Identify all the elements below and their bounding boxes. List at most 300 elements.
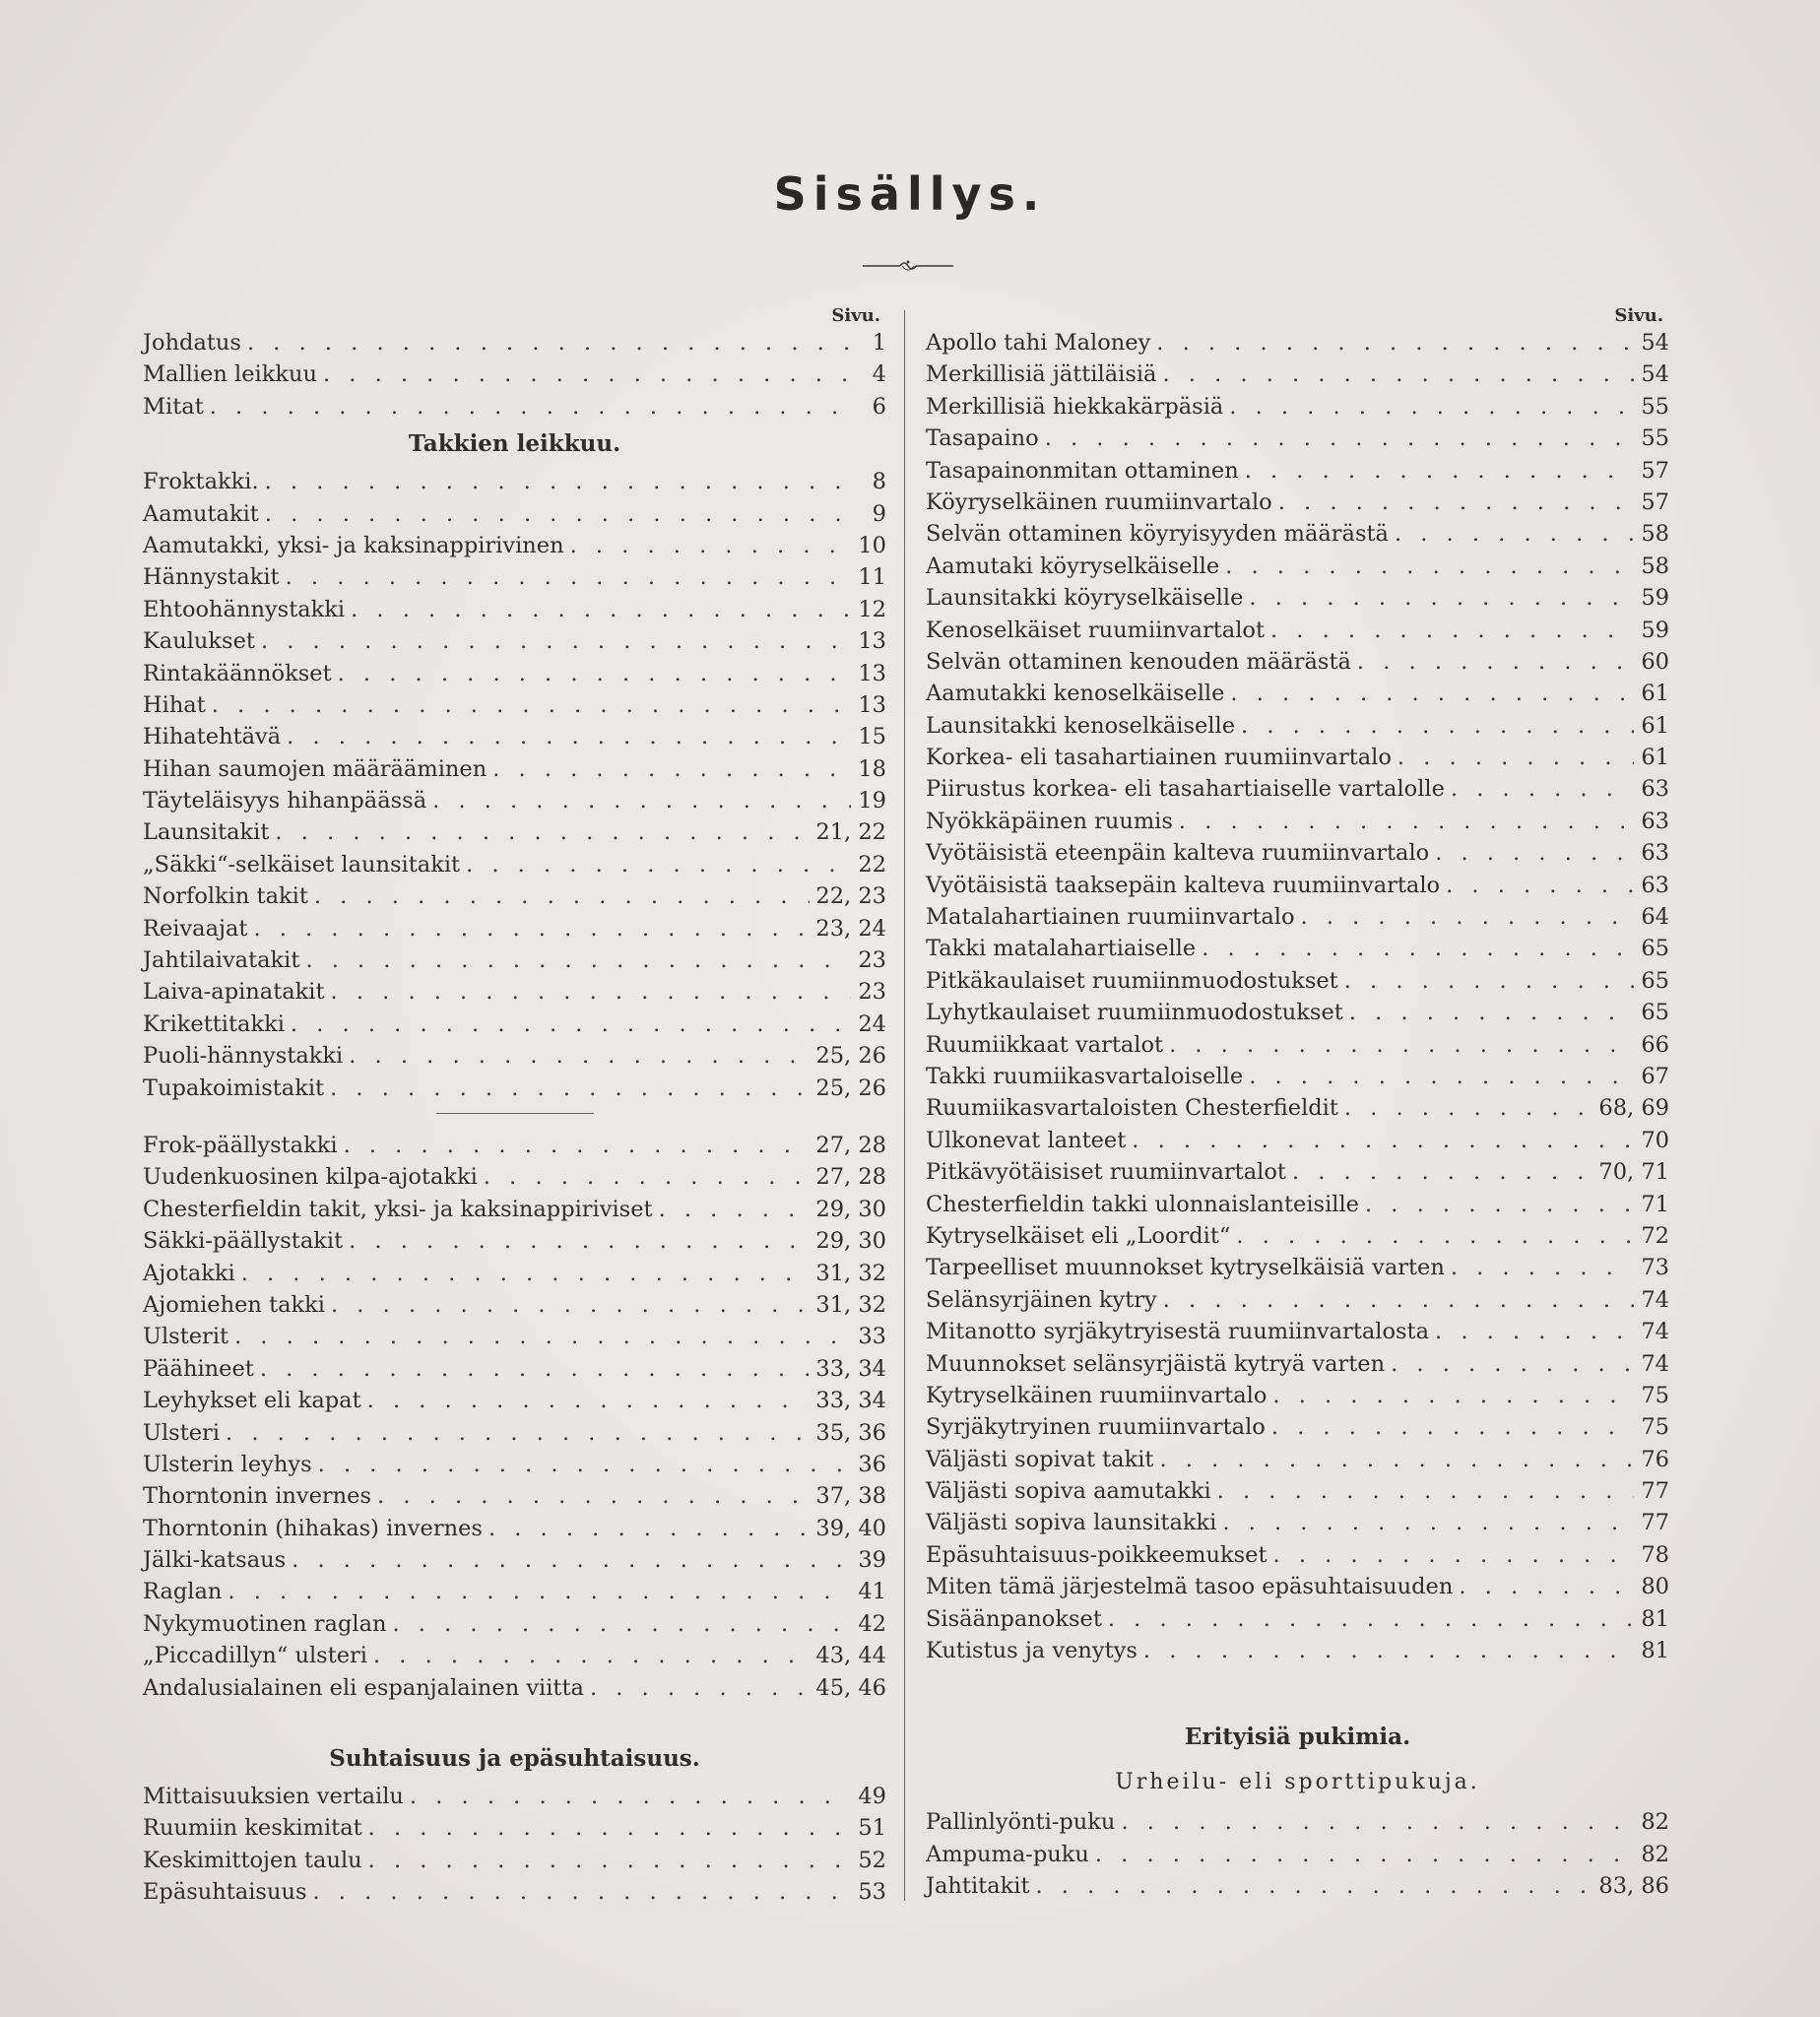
toc-entry-page: 36 bbox=[858, 1451, 886, 1477]
toc-entry-title: Väljästi sopiva aamutakki bbox=[926, 1478, 1211, 1505]
toc-entry-page: 49 bbox=[858, 1784, 886, 1810]
toc-entry-page: 65 bbox=[1641, 936, 1669, 962]
toc-entry bbox=[926, 742, 1669, 773]
toc-entry-page: 61 bbox=[1641, 681, 1669, 707]
toc-entry-title: Pitkäkaulaiset ruumiinmuodostukset bbox=[926, 967, 1338, 994]
toc-leader-dots bbox=[1272, 1380, 1634, 1411]
toc-entry-title: Ulsteri bbox=[143, 1419, 221, 1446]
toc-leader-dots bbox=[1344, 1092, 1593, 1124]
toc-entry-page: 61 bbox=[1641, 712, 1669, 739]
toc-entry-title: Pitkävyötäisiset ruumiinvartalot bbox=[926, 1159, 1286, 1186]
toc-entry-title: Matalahartiainen ruumiinvartalo bbox=[926, 904, 1295, 931]
toc-entry-page: 67 bbox=[1641, 1063, 1669, 1089]
toc-leader-dots bbox=[265, 498, 851, 530]
toc-entry-title: Väljästi sopivat takit bbox=[926, 1446, 1154, 1472]
toc-entry-title: Piirustus korkea- eli tasahartiaiselle vartalolle bbox=[926, 776, 1445, 803]
toc-entry-title: Tarpeelliset muunnokset kytryselkäisiä varten bbox=[926, 1255, 1445, 1281]
toc-entry bbox=[143, 913, 886, 944]
toc-leader-dots bbox=[260, 1353, 811, 1385]
toc-entry-page: 18 bbox=[858, 755, 886, 782]
toc-entry-title: Hihatehtävä bbox=[143, 724, 282, 750]
toc-entry bbox=[926, 837, 1669, 869]
toc-entry-page: 27, 28 bbox=[815, 1132, 886, 1158]
toc-entry-page: 23, 24 bbox=[815, 915, 886, 942]
toc-entry bbox=[926, 1092, 1669, 1124]
toc-entry-title: Ampuma-puku bbox=[926, 1841, 1089, 1867]
toc-entry-page: 23 bbox=[858, 979, 886, 1006]
toc-leader-dots bbox=[349, 1225, 810, 1257]
toc-entry-page: 66 bbox=[1641, 1031, 1669, 1058]
toc-entry bbox=[143, 625, 886, 657]
toc-entry-page: 1 bbox=[872, 330, 886, 356]
toc-entry bbox=[926, 455, 1669, 487]
toc-entry-page: 75 bbox=[1641, 1382, 1669, 1408]
toc-leader-dots bbox=[1435, 1316, 1634, 1347]
toc-entry-title: Ulsterin leyhys bbox=[143, 1451, 312, 1477]
toc-leader-dots bbox=[1202, 933, 1634, 964]
toc-leader-dots bbox=[241, 1258, 811, 1289]
toc-entry-title: Syrjäkytryinen ruumiinvartalo bbox=[926, 1414, 1266, 1441]
toc-entry-title: Norfolkin takit bbox=[143, 883, 308, 910]
toc-entry bbox=[926, 1252, 1669, 1283]
toc-entry-title: Ruumiikasvartaloisten Chesterfieldit bbox=[926, 1095, 1338, 1122]
toc-entry bbox=[926, 997, 1669, 1028]
toc-entry bbox=[143, 466, 886, 497]
sport-list bbox=[926, 1806, 1669, 1902]
toc-entry-title: Ruumiikkaat vartalot bbox=[926, 1031, 1164, 1058]
toc-entry bbox=[143, 1008, 886, 1040]
toc-leader-dots bbox=[1230, 678, 1634, 709]
toc-entry bbox=[143, 753, 886, 785]
toc-entry bbox=[926, 646, 1669, 678]
toc-leader-dots bbox=[1241, 710, 1634, 742]
toc-entry bbox=[926, 1348, 1669, 1380]
toc-entry bbox=[926, 582, 1669, 614]
toc-entry-page: 54 bbox=[1641, 361, 1669, 388]
toc-entry bbox=[926, 965, 1669, 997]
toc-entry-title: Muunnokset selänsyrjäistä kytryä varten bbox=[926, 1350, 1386, 1377]
toc-entry-page: 75 bbox=[1641, 1414, 1669, 1441]
page-column-label: Sivu. bbox=[1614, 305, 1663, 326]
toc-leader-dots bbox=[228, 1576, 851, 1607]
toc-entry-page: 59 bbox=[1641, 585, 1669, 612]
toc-entry-title: Täyteläisyys hihanpäässä bbox=[143, 788, 427, 814]
toc-entry-page: 25, 26 bbox=[815, 1043, 886, 1070]
toc-entry-title: Ehtoohännystakki bbox=[143, 596, 346, 622]
toc-entry-page: 77 bbox=[1641, 1510, 1669, 1536]
toc-entry bbox=[143, 1161, 886, 1193]
toc-leader-dots bbox=[1229, 391, 1634, 423]
toc-leader-dots bbox=[338, 658, 851, 689]
toc-entry bbox=[926, 678, 1669, 709]
toc-leader-dots bbox=[570, 530, 851, 561]
toc-entry-page: 76 bbox=[1641, 1446, 1669, 1472]
toc-entry-title: Johdatus bbox=[143, 330, 241, 356]
toc-entry-title: Selvän ottaminen kenouden määrästä bbox=[926, 648, 1351, 675]
intro-list bbox=[143, 327, 886, 423]
toc-entry-page: 63 bbox=[1641, 808, 1669, 834]
toc-entry bbox=[143, 327, 886, 358]
proportion-list bbox=[143, 1781, 886, 1909]
toc-entry bbox=[926, 710, 1669, 742]
toc-entry-title: Thorntonin invernes bbox=[143, 1483, 372, 1510]
toc-entry bbox=[926, 1870, 1669, 1902]
page-title: Sisällys. bbox=[773, 167, 1047, 221]
toc-entry bbox=[926, 1603, 1669, 1635]
column-divider bbox=[904, 310, 905, 1901]
toc-entry-title: Hännystakit bbox=[143, 564, 280, 591]
toc-leader-dots bbox=[286, 561, 851, 593]
toc-entry bbox=[143, 391, 886, 423]
toc-leader-dots bbox=[373, 1640, 810, 1671]
toc-entry-page: 55 bbox=[1641, 425, 1669, 452]
toc-entry bbox=[926, 1156, 1669, 1188]
toc-entry bbox=[926, 1125, 1669, 1156]
toc-leader-dots bbox=[261, 625, 851, 657]
toc-leader-dots bbox=[659, 1194, 811, 1225]
toc-entry-page: 13 bbox=[858, 628, 886, 655]
toc-entry bbox=[926, 1806, 1669, 1838]
toc-entry-title: Launsitakki köyryselkäiselle bbox=[926, 585, 1244, 612]
toc-entry-title: Aamutakki, yksi- ja kaksinappirivinen bbox=[143, 532, 564, 558]
toc-leader-dots bbox=[1143, 1635, 1634, 1666]
toc-entry bbox=[143, 785, 886, 816]
toc-entry-title: Apollo tahi Maloney bbox=[926, 330, 1151, 356]
toc-leader-dots bbox=[1451, 773, 1634, 805]
toc-entry-page: 65 bbox=[1641, 967, 1669, 994]
toc-entry-page: 39, 40 bbox=[815, 1515, 886, 1541]
toc-entry-page: 53 bbox=[858, 1879, 886, 1906]
toc-entry-page: 10 bbox=[858, 532, 886, 558]
toc-leader-dots bbox=[314, 880, 811, 912]
toc-entry-page: 11 bbox=[858, 564, 886, 591]
toc-leader-dots bbox=[432, 785, 851, 816]
right-entries-list bbox=[926, 327, 1669, 1666]
toc-entry-title: Pallinlyönti-puku bbox=[926, 1809, 1116, 1836]
toc-entry-page: 64 bbox=[1641, 904, 1669, 931]
toc-entry-title: Mitat bbox=[143, 393, 204, 420]
toc-entry-title: „Säkki“-selkäiset launsitakit bbox=[143, 851, 461, 878]
toc-entry bbox=[143, 1417, 886, 1449]
toc-leader-dots bbox=[1292, 1156, 1593, 1188]
toc-entry bbox=[926, 1189, 1669, 1220]
toc-leader-dots bbox=[1278, 487, 1634, 518]
toc-entry-page: 21, 22 bbox=[815, 819, 886, 846]
toc-entry bbox=[143, 721, 886, 752]
toc-leader-dots bbox=[1162, 358, 1634, 390]
toc-entry-title: Nyökkäpäinen ruumis bbox=[926, 808, 1173, 834]
toc-leader-dots bbox=[1270, 615, 1634, 646]
toc-entry-title: Tupakoimistakit bbox=[143, 1074, 325, 1101]
toc-entry-title: Merkillisiä hiekkakärpäsiä bbox=[926, 393, 1224, 420]
toc-entry bbox=[143, 530, 886, 561]
toc-leader-dots bbox=[1271, 1411, 1634, 1443]
toc-entry bbox=[926, 1411, 1669, 1443]
page-column-label: Sivu. bbox=[831, 305, 880, 326]
toc-entry-title: Vyötäisistä eteenpäin kalteva ruumiinvartalo bbox=[926, 840, 1430, 867]
toc-entry-page: 42 bbox=[858, 1610, 886, 1637]
toc-entry-page: 55 bbox=[1641, 393, 1669, 420]
toc-leader-dots bbox=[344, 1130, 811, 1161]
toc-leader-dots bbox=[1344, 965, 1634, 997]
toc-leader-dots bbox=[410, 1781, 851, 1812]
toc-leader-dots bbox=[226, 1417, 810, 1449]
toc-entry-title: Merkillisiä jättiläisiä bbox=[926, 361, 1157, 388]
toc-entry bbox=[143, 1672, 886, 1704]
toc-entry-title: Launsitakki kenoselkäiselle bbox=[926, 712, 1236, 739]
toc-entry-title: Leyhykset eli kapat bbox=[143, 1388, 361, 1414]
toc-entry-title: Kytryselkäiset eli „Loordit“ bbox=[926, 1222, 1231, 1249]
overcoats-list bbox=[143, 1130, 886, 1704]
toc-leader-dots bbox=[234, 1321, 851, 1352]
toc-entry-title: Korkea- eli tasahartiainen ruumiinvartalo bbox=[926, 745, 1392, 771]
toc-entry-title: Hihat bbox=[143, 691, 206, 718]
toc-entry bbox=[926, 806, 1669, 837]
toc-leader-dots bbox=[368, 1845, 851, 1876]
toc-entry-title: Chesterfieldin takit, yksi- ja kaksinappiriviset bbox=[143, 1196, 653, 1222]
toc-entry bbox=[926, 1284, 1669, 1316]
toc-entry-page: 61 bbox=[1641, 745, 1669, 771]
toc-entry-page: 70, 71 bbox=[1598, 1159, 1669, 1186]
toc-entry-page: 71 bbox=[1641, 1191, 1669, 1217]
toc-entry-title: Nykymuotinen raglan bbox=[143, 1610, 387, 1637]
toc-entry-page: 58 bbox=[1641, 521, 1669, 548]
toc-entry-page: 39 bbox=[858, 1547, 886, 1574]
toc-entry bbox=[143, 1194, 886, 1225]
toc-entry bbox=[926, 487, 1669, 518]
toc-entry bbox=[143, 1040, 886, 1072]
toc-entry bbox=[143, 1321, 886, 1352]
toc-entry bbox=[926, 1029, 1669, 1061]
toc-leader-dots bbox=[1163, 1284, 1634, 1316]
toc-leader-dots bbox=[392, 1608, 851, 1640]
toc-entry-title: Jahtilaivatakit bbox=[143, 947, 300, 974]
toc-entry bbox=[143, 1576, 886, 1607]
toc-entry-title: Ajotakki bbox=[143, 1260, 235, 1286]
toc-entry-page: 78 bbox=[1641, 1541, 1669, 1568]
coats-list bbox=[143, 466, 886, 1104]
toc-entry-title: Vyötäisistä taaksepäin kalteva ruumiinvartalo bbox=[926, 872, 1441, 898]
toc-entry bbox=[143, 1449, 886, 1480]
toc-leader-dots bbox=[313, 1876, 852, 1908]
toc-entry-page: 63 bbox=[1641, 776, 1669, 803]
toc-entry bbox=[926, 1444, 1669, 1475]
toc-right-column bbox=[926, 305, 1669, 1903]
toc-entry bbox=[926, 773, 1669, 805]
toc-leader-dots bbox=[1236, 1220, 1634, 1252]
toc-entry-title: Puoli-hännystakki bbox=[143, 1043, 344, 1070]
toc-entry-page: 24 bbox=[858, 1010, 886, 1037]
toc-entry bbox=[926, 551, 1669, 582]
toc-entry-title: Mitanotto syrjäkytryisestä ruumiinvartalosta bbox=[926, 1319, 1430, 1345]
toc-entry-page: 33, 34 bbox=[815, 1388, 886, 1414]
toc-leader-dots bbox=[323, 358, 851, 390]
toc-entry-title: Froktakki. bbox=[143, 469, 259, 495]
toc-entry bbox=[143, 1289, 886, 1321]
toc-entry-page: 6 bbox=[872, 393, 886, 420]
toc-entry-page: 74 bbox=[1641, 1350, 1669, 1377]
toc-leader-dots bbox=[331, 1289, 810, 1321]
toc-entry bbox=[143, 1073, 886, 1104]
toc-entry-title: Uudenkuosinen kilpa-ajotakki bbox=[143, 1164, 478, 1191]
toc-leader-dots bbox=[368, 1812, 851, 1844]
toc-leader-dots bbox=[1159, 1444, 1634, 1475]
toc-entry bbox=[926, 358, 1669, 390]
toc-entry bbox=[926, 1380, 1669, 1411]
toc-entry-title: Köyryselkäinen ruumiinvartalo bbox=[926, 488, 1272, 515]
toc-entry-page: 13 bbox=[858, 691, 886, 718]
toc-entry-page: 8 bbox=[872, 469, 886, 495]
toc-entry-title: Selvän ottaminen köyryisyyden määrästä bbox=[926, 521, 1389, 548]
toc-entry-page: 9 bbox=[872, 500, 886, 527]
toc-entry bbox=[143, 658, 886, 689]
toc-leader-dots bbox=[1249, 582, 1634, 614]
toc-entry bbox=[143, 1812, 886, 1844]
toc-entry-page: 37, 38 bbox=[815, 1483, 886, 1510]
toc-entry-title: Frok-päällystakki bbox=[143, 1132, 338, 1158]
toc-entry bbox=[143, 1513, 886, 1544]
toc-entry bbox=[143, 561, 886, 593]
toc-leader-dots bbox=[1036, 1870, 1593, 1902]
toc-entry bbox=[926, 1220, 1669, 1252]
toc-leader-dots bbox=[1451, 1252, 1634, 1283]
toc-entry-page: 33, 34 bbox=[815, 1355, 886, 1382]
toc-entry-title: Rintakäännökset bbox=[143, 660, 332, 686]
toc-leader-dots bbox=[1357, 646, 1634, 678]
section-heading-coats: Takkien leikkuu. bbox=[408, 430, 621, 458]
toc-entry-title: Jälki-katsaus bbox=[143, 1547, 287, 1574]
toc-entry-page: 72 bbox=[1641, 1222, 1669, 1249]
toc-entry-title: Kytryselkäinen ruumiinvartalo bbox=[926, 1382, 1268, 1408]
toc-entry-title: Epäsuhtaisuus bbox=[143, 1879, 307, 1906]
toc-entry-page: 68, 69 bbox=[1598, 1095, 1669, 1122]
toc-leader-dots bbox=[492, 753, 851, 785]
toc-entry-title: Sisäänpanokset bbox=[926, 1605, 1102, 1632]
toc-entry-page: 70 bbox=[1641, 1127, 1669, 1153]
toc-leader-dots bbox=[247, 327, 851, 358]
toc-entry bbox=[926, 1839, 1669, 1870]
toc-leader-dots bbox=[1301, 901, 1634, 933]
toc-entry-title: Aamutakit bbox=[143, 500, 259, 527]
toc-leader-dots bbox=[484, 1161, 811, 1193]
toc-entry-page: 29, 30 bbox=[815, 1228, 886, 1255]
toc-entry-title: Mallien leikkuu bbox=[143, 361, 317, 388]
toc-entry-title: Reivaajat bbox=[143, 915, 248, 942]
toc-entry bbox=[926, 1475, 1669, 1507]
toc-leader-dots bbox=[1395, 518, 1634, 550]
toc-entry-page: 31, 32 bbox=[815, 1291, 886, 1318]
toc-entry bbox=[926, 615, 1669, 646]
toc-entry-page: 82 bbox=[1641, 1809, 1669, 1836]
toc-entry bbox=[143, 976, 886, 1008]
toc-entry-page: 41 bbox=[858, 1579, 886, 1605]
toc-leader-dots bbox=[1446, 870, 1634, 901]
toc-leader-dots bbox=[265, 466, 851, 497]
toc-entry bbox=[143, 1480, 886, 1512]
toc-entry-page: 60 bbox=[1641, 648, 1669, 675]
toc-entry bbox=[926, 1539, 1669, 1571]
toc-entry-title: Selänsyrjäinen kytry bbox=[926, 1286, 1157, 1313]
toc-leader-dots bbox=[1179, 806, 1634, 837]
toc-entry-title: Krikettitakki bbox=[143, 1010, 285, 1037]
toc-entry-page: 59 bbox=[1641, 617, 1669, 643]
toc-entry-title: Aamutakki kenoselkäiselle bbox=[926, 681, 1225, 707]
toc-entry-page: 63 bbox=[1641, 840, 1669, 867]
toc-entry bbox=[143, 1876, 886, 1908]
toc-entry-page: 77 bbox=[1641, 1478, 1669, 1505]
toc-leader-dots bbox=[212, 689, 851, 721]
toc-entry-page: 4 bbox=[872, 361, 886, 388]
toc-entry-page: 27, 28 bbox=[815, 1164, 886, 1191]
toc-leader-dots bbox=[275, 816, 810, 848]
toc-entry-page: 54 bbox=[1641, 330, 1669, 356]
toc-entry-page: 57 bbox=[1641, 457, 1669, 484]
toc-entry bbox=[926, 391, 1669, 423]
toc-entry bbox=[926, 1061, 1669, 1092]
toc-entry-title: Epäsuhtaisuus-poikkeemukset bbox=[926, 1541, 1268, 1568]
toc-leader-dots bbox=[1095, 1839, 1634, 1870]
toc-entry bbox=[143, 1130, 886, 1161]
toc-entry-page: 22, 23 bbox=[815, 883, 886, 910]
toc-entry-page: 12 bbox=[858, 596, 886, 622]
toc-entry-page: 33 bbox=[858, 1324, 886, 1350]
toc-entry-page: 43, 44 bbox=[815, 1643, 886, 1669]
toc-entry-page: 63 bbox=[1641, 872, 1669, 898]
toc-leader-dots bbox=[1249, 1061, 1634, 1092]
toc-leader-dots bbox=[349, 1040, 810, 1072]
toc-entry-page: 57 bbox=[1641, 488, 1669, 515]
toc-leader-dots bbox=[367, 1385, 811, 1416]
toc-entry-title: Aamutaki köyryselkäiselle bbox=[926, 553, 1220, 579]
toc-leader-dots bbox=[1108, 1603, 1634, 1635]
toc-entry bbox=[926, 1316, 1669, 1347]
toc-entry bbox=[926, 518, 1669, 550]
toc-entry-page: 22 bbox=[858, 851, 886, 878]
toc-entry-title: Kenoselkäiset ruumiinvartalot bbox=[926, 617, 1265, 643]
toc-leader-dots bbox=[1273, 1539, 1634, 1571]
toc-leader-dots bbox=[1435, 837, 1634, 869]
toc-entry-page: 82 bbox=[1641, 1841, 1669, 1867]
toc-leader-dots bbox=[1245, 455, 1634, 487]
toc-entry-title: Jahtitakit bbox=[926, 1873, 1030, 1900]
toc-entry bbox=[143, 1781, 886, 1812]
toc-entry-page: 35, 36 bbox=[815, 1419, 886, 1446]
toc-entry-title: Ajomiehen takki bbox=[143, 1291, 325, 1318]
ornament-divider-icon bbox=[861, 256, 955, 276]
toc-leader-dots bbox=[330, 1073, 810, 1104]
toc-entry bbox=[926, 870, 1669, 901]
toc-leader-dots bbox=[1391, 1348, 1634, 1380]
toc-leader-dots bbox=[331, 976, 851, 1008]
toc-leader-dots bbox=[1121, 1806, 1634, 1838]
toc-entry-page: 25, 26 bbox=[815, 1074, 886, 1101]
toc-leader-dots bbox=[488, 1513, 810, 1544]
toc-entry bbox=[926, 1635, 1669, 1666]
toc-entry-title: Tasapainonmitan ottaminen bbox=[926, 457, 1239, 484]
toc-entry bbox=[143, 1385, 886, 1416]
toc-leader-dots bbox=[1156, 327, 1634, 358]
toc-entry-page: 83, 86 bbox=[1598, 1873, 1669, 1900]
toc-entry bbox=[143, 1353, 886, 1385]
toc-leader-dots bbox=[1225, 551, 1634, 582]
toc-entry bbox=[926, 933, 1669, 964]
toc-entry-page: 45, 46 bbox=[815, 1674, 886, 1701]
toc-entry-title: Tasapaino bbox=[926, 425, 1039, 452]
toc-leader-dots bbox=[1349, 997, 1634, 1028]
toc-leader-dots bbox=[1045, 423, 1634, 454]
toc-entry bbox=[143, 358, 886, 390]
toc-leader-dots bbox=[466, 849, 851, 880]
